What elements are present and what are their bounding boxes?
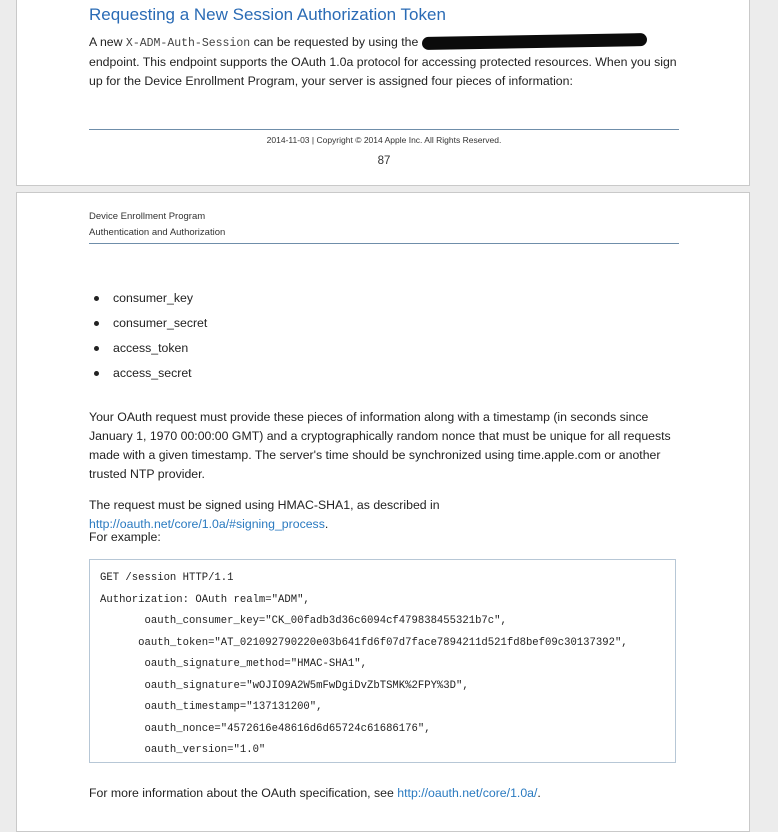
oauth-spec-paragraph xyxy=(89,784,679,803)
bullet-icon xyxy=(94,296,99,301)
header-rule xyxy=(89,243,679,244)
code-line: oauth_timestamp="137131200", xyxy=(100,701,323,713)
code-line: oauth_nonce="4572616e48616d6d65724c61686176", xyxy=(100,722,431,735)
bullet-icon xyxy=(94,371,99,376)
page-footer: 2014-11-03 | Copyright © 2014 Apple Inc. All Rights Reserved. xyxy=(266,135,502,145)
code-line: oauth_signature="wOJIO9A2W5mFwDgiDvZbTSMK%2FPY%3D", xyxy=(100,679,469,692)
intro-text-3: endpoint. This endpoint supports the OAuth 1.0a protocol for accessing protected resources. When you sign up for the Device Enrollment Program, your server is assigned four pieces of information: xyxy=(89,55,677,88)
signing-process-link[interactable]: http://oauth.net/core/1.0a/#signing_process xyxy=(89,517,325,531)
list-item-text: consumer_key xyxy=(113,291,193,305)
document-page-88 xyxy=(16,192,750,832)
list-item-text: access_secret xyxy=(113,366,192,380)
list-item-text: consumer_secret xyxy=(113,316,208,330)
list-item xyxy=(89,290,207,315)
credential-list xyxy=(89,290,207,390)
list-item xyxy=(89,315,207,340)
running-header-chapter: Authentication and Authorization xyxy=(89,227,226,238)
intro-text-1: A new xyxy=(89,35,126,49)
code-line: GET /session HTTP/1.1 xyxy=(100,572,234,584)
redacted-url xyxy=(422,33,647,50)
list-item-text: access_token xyxy=(113,341,189,355)
oauth-spec-end: . xyxy=(537,786,541,800)
list-item xyxy=(89,340,207,365)
intro-text-2: can be requested by using the xyxy=(250,35,422,49)
bullet-icon xyxy=(94,346,99,351)
code-line: oauth_token="AT_021092790220e03b641fd6f07d7face7894211d521fd8bef09c30137392", xyxy=(100,636,628,649)
intro-paragraph xyxy=(89,33,679,91)
document-page-87 xyxy=(16,0,750,186)
header-name-code: X-ADM-Auth-Session xyxy=(125,37,251,50)
oauth-requirements-paragraph: Your OAuth request must provide these pieces of information along with a timestamp (in seconds since January 1, 1970 00:00:00 GMT) and a cryptographically random nonce that must be unique for all requests made with a given timestamp. The server's time should be synchronized using time.apple.com or another trusted NTP provider. xyxy=(89,410,671,481)
oauth-spec-link[interactable]: http://oauth.net/core/1.0a/ xyxy=(397,786,538,800)
page-number: 87 xyxy=(377,155,391,167)
oauth-spec-text: For more information about the OAuth specification, see xyxy=(89,786,398,800)
footer-rule xyxy=(89,129,679,130)
signing-text: The request must be signed using HMAC-SHA1, as described in xyxy=(89,498,440,512)
code-line: oauth_signature_method="HMAC-SHA1", xyxy=(100,658,368,670)
section-title: Requesting a New Session Authorization Token xyxy=(89,5,446,24)
bullet-icon xyxy=(94,321,99,326)
list-item xyxy=(89,365,207,390)
code-line: oauth_consumer_key="CK_00fadb3d36c6094cf479838455321b7c", xyxy=(100,615,507,627)
example-label: For example: xyxy=(89,530,161,544)
running-header-doc-title: Device Enrollment Program xyxy=(89,211,206,222)
code-line: oauth_version="1.0" xyxy=(100,744,266,756)
signing-end: . xyxy=(324,517,329,531)
code-line: Authorization: OAuth realm="ADM", xyxy=(100,593,310,606)
code-example xyxy=(89,559,676,763)
